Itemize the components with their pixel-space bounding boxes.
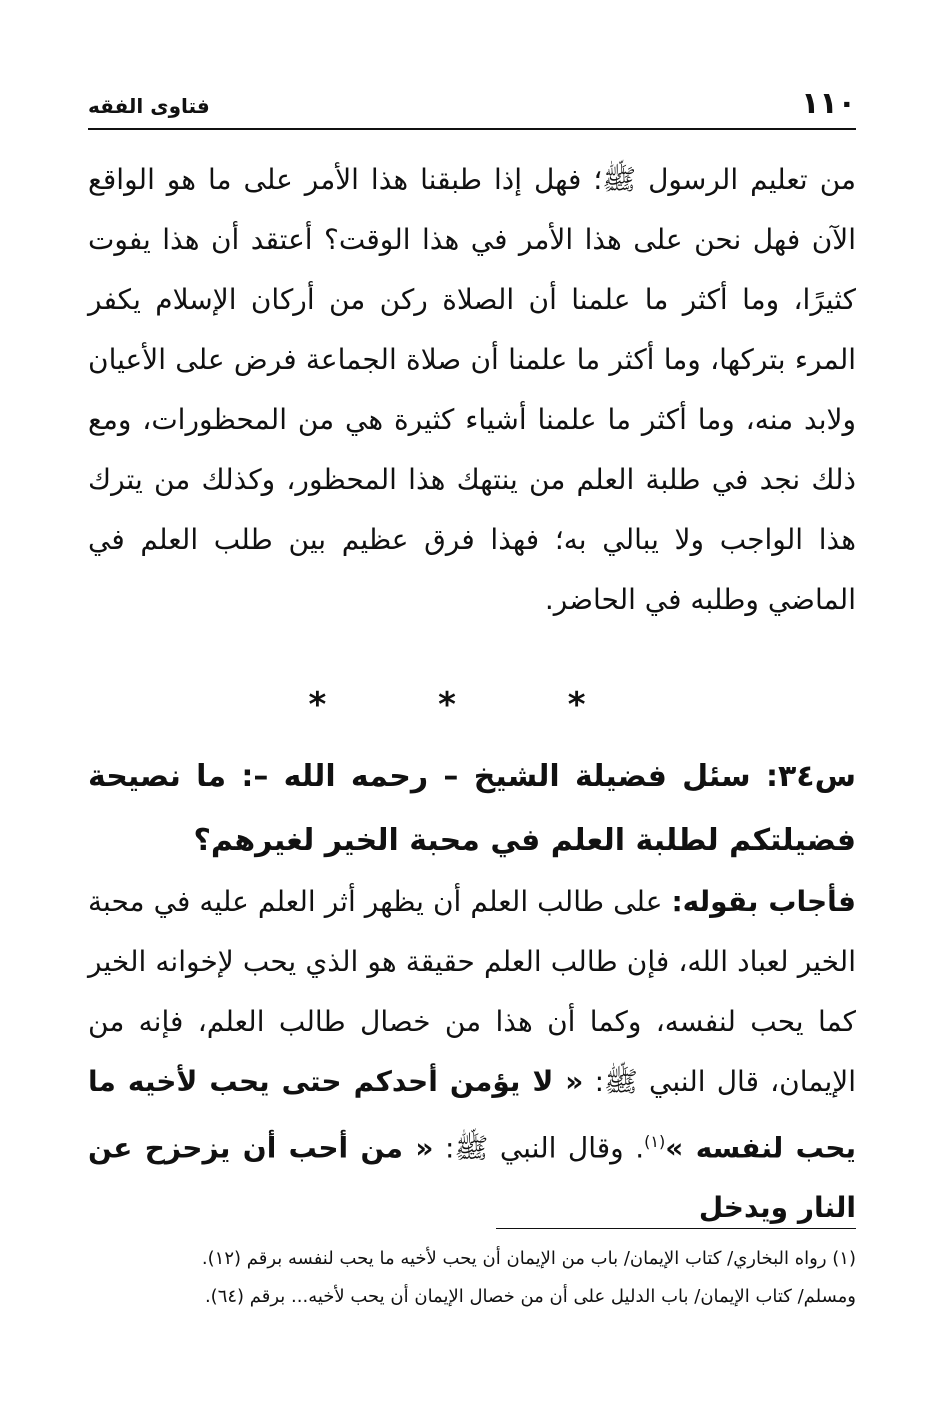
answer-text-continued: . وقال النبي ﷺ: (433, 1131, 645, 1165)
section-separator: * * * (308, 685, 636, 725)
footnote-line: ومسلم/ كتاب الإيمان/ باب الدليل على أن من خصال الإيمان أن يحب لأخيه... برقم (٦٤). (204, 1286, 856, 1307)
page-number: ١١٠ (801, 86, 856, 121)
paragraph-continuation: من تعليم الرسول ﷺ؛ فهل إذا طبقنا هذا الأمر على ما هو الواقع الآن فهل نحن على هذا الأمر في هذا الوقت؟ أعتقد أن هذا يفوت كثيرًا، وما أكثر ما علمنا أن الصلاة ركن من أركان الإسلام يكفر المرء بتركها، وما أكثر ما علمنا أن صلاة الجماعة فرض على الأعيان ولابد منه، وما أكثر ما علمنا أشياء كثيرة هي من المحظورات، ومع ذلك نجد في طلبة العلم من ينتهك هذا المحظور، وكذلك من يترك هذا الواجب ولا يبالي به؛ فهذا فرق عظيم بين طلب العلم في الماضي وطلبه في الحاضر. (88, 163, 856, 616)
footnote-divider (496, 1228, 856, 1229)
question-heading: س٣٤: سئل فضيلة الشيخ – رحمه الله –: ما نصيحة فضيلتكم لطلبة العلم في محبة الخير لغيرهم؟ (88, 759, 856, 858)
footnote-reference: (١) (644, 1132, 666, 1151)
hadith-quote-2: « من أحب أن يزحزح عن النار ويدخل (88, 1131, 856, 1225)
answer-text: على طالب العلم أن يظهر أثر العلم عليه في محبة الخير لعباد الله، فإن طالب العلم حقيقة هو الذي يحب لإخوانه الخير كما يحب لنفسه، وكما أن هذا من خصال طالب العلم، فإنه من الإيمان، قال النبي ﷺ: (88, 885, 856, 1098)
running-title: فتاوى الفقه (88, 94, 210, 118)
answer-intro: فأجاب بقوله: (671, 885, 856, 918)
answer-paragraph (88, 872, 856, 1238)
footnote-line: (١) رواه البخاري/ كتاب الإيمان/ باب من الإيمان أن يحب لأخيه ما يحب لنفسه برقم (١٢). (201, 1248, 856, 1269)
hadith-quote: « لا يؤمن أحدكم حتى يحب لأخيه ما يحب لنفسه » (88, 1065, 856, 1165)
page-header (88, 80, 856, 130)
footnotes (88, 1240, 856, 1316)
